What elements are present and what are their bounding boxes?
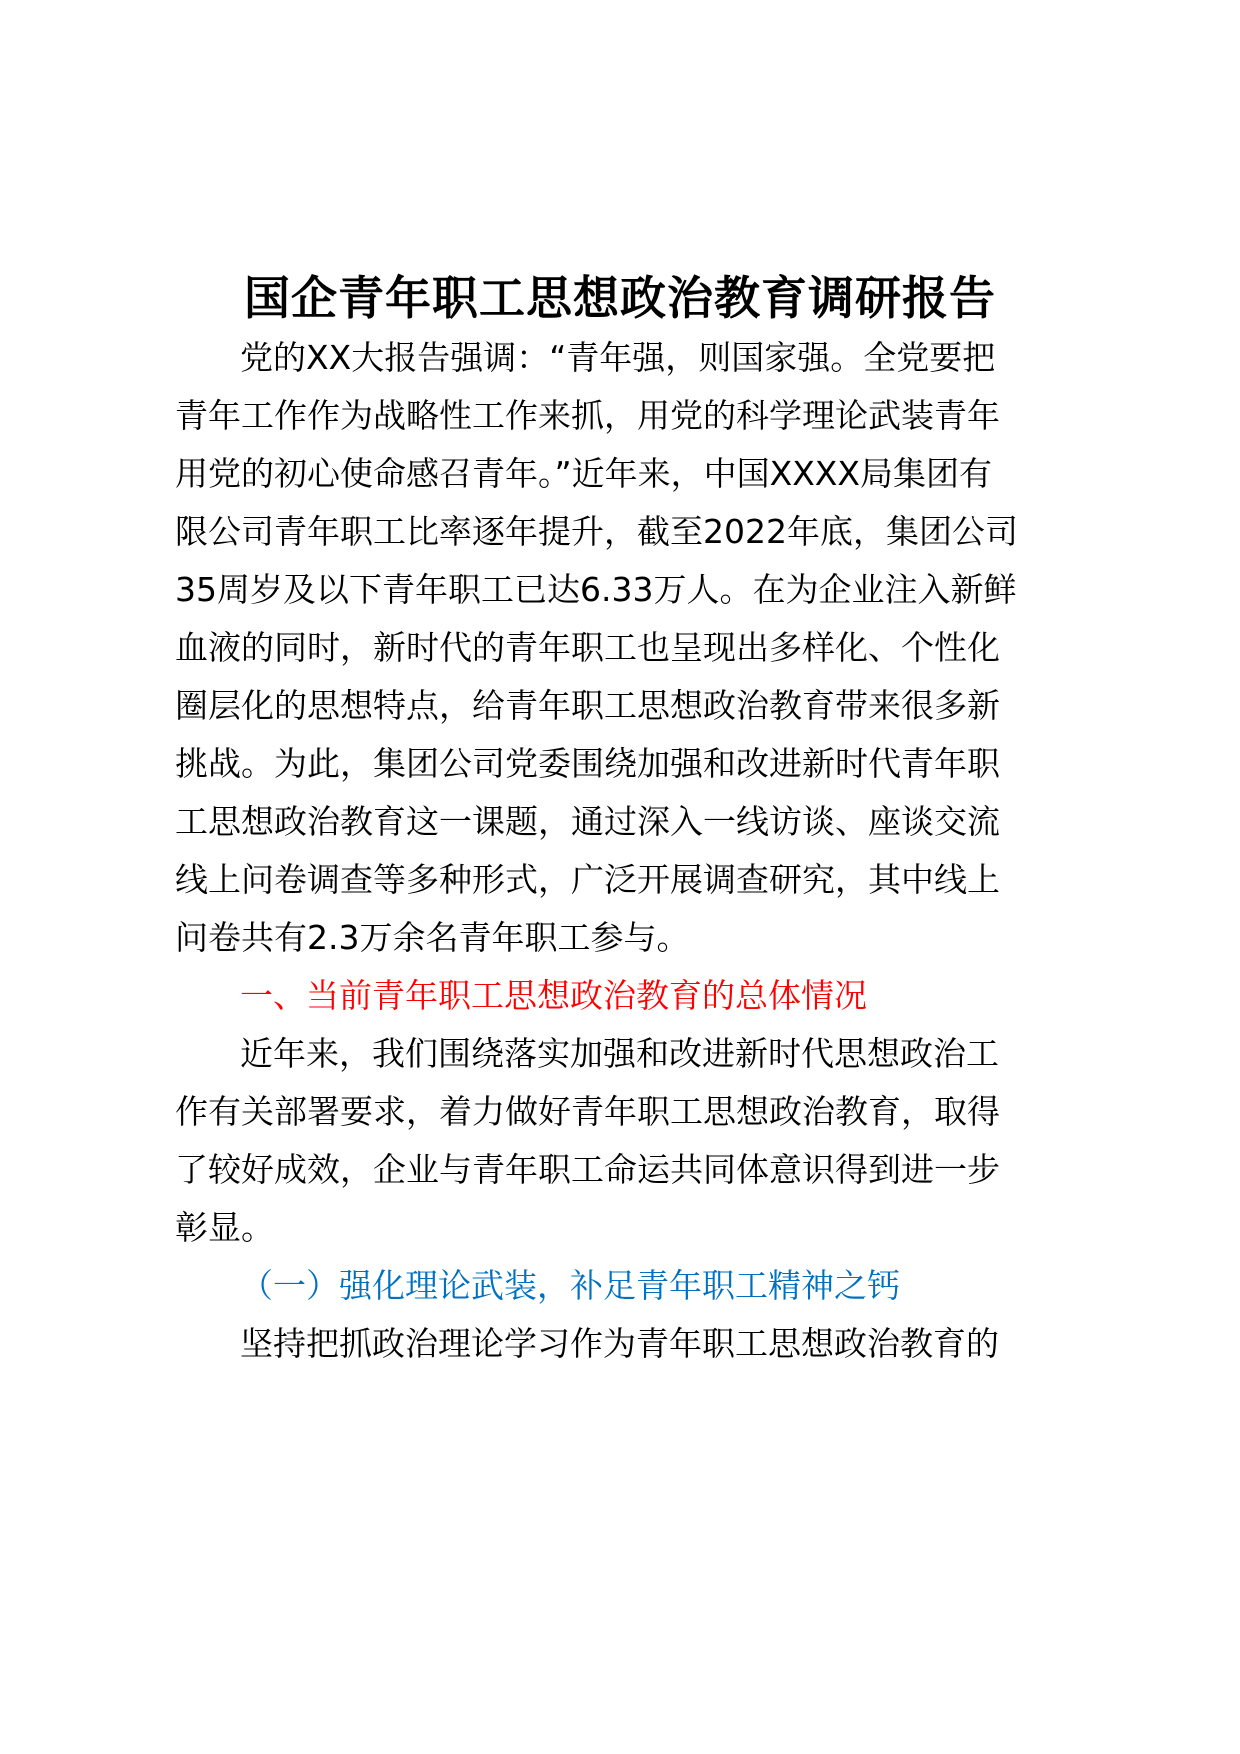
- subsection-heading: （一）强化理论武装，补足青年职工精神之钙: [240, 1266, 900, 1305]
- paragraph-line: 近年来，我们围绕落实加强和改进新时代思想政治工: [240, 1034, 999, 1073]
- paragraph-line: 线上问卷调查等多种形式，广泛开展调查研究，其中线上: [175, 860, 1000, 899]
- paragraph-line: 圈层化的思想特点，给青年职工思想政治教育带来很多新: [175, 686, 1000, 725]
- paragraph-line: 限公司青年职工比率逐年提升，截至2022年底，集团公司: [175, 512, 1018, 551]
- paragraph-line: 血液的同时，新时代的青年职工也呈现出多样化、个性化: [175, 628, 1000, 667]
- paragraph-line: 青年工作作为战略性工作来抓，用党的科学理论武装青年: [175, 396, 1000, 435]
- paragraph-line: 彰显。: [175, 1208, 274, 1247]
- paragraph-line: 挑战。为此，集团公司党委围绕加强和改进新时代青年职: [175, 744, 1000, 783]
- paragraph-line: 问卷共有2.3万余名青年职工参与。: [175, 918, 690, 957]
- section-heading: 一、当前青年职工思想政治教育的总体情况: [240, 976, 867, 1015]
- paragraph-line: 作有关部署要求，着力做好青年职工思想政治教育，取得: [175, 1092, 1000, 1131]
- paragraph-line: 坚持把抓政治理论学习作为青年职工思想政治教育的: [240, 1324, 999, 1363]
- document-title: 国企青年职工思想政治教育调研报告: [244, 271, 996, 325]
- paragraph-line: 工思想政治教育这一课题，通过深入一线访谈、座谈交流: [175, 802, 1000, 841]
- paragraph-line: 35周岁及以下青年职工已达6.33万人。在为企业注入新鲜: [175, 570, 1017, 609]
- paragraph-line: 了较好成效，企业与青年职工命运共同体意识得到进一步: [175, 1150, 1000, 1189]
- paragraph-line: 党的XX大报告强调：“青年强，则国家强。全党要把: [240, 338, 996, 377]
- paragraph-line: 用党的初心使命感召青年。”近年来，中国XXXX局集团有: [175, 454, 993, 493]
